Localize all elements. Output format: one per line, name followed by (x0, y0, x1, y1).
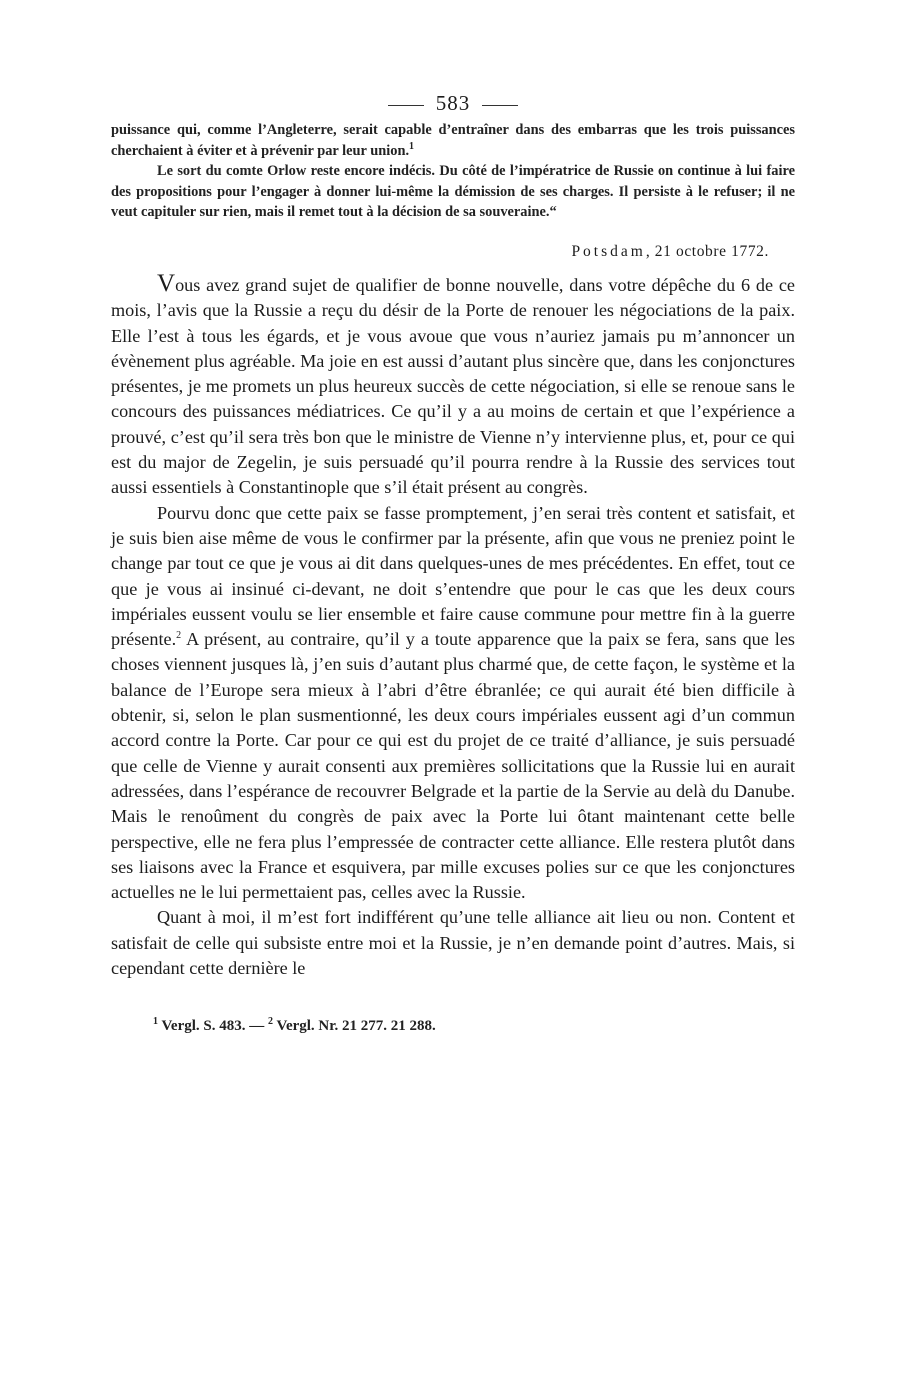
header-left-rule (388, 105, 424, 106)
preceding-paragraph-2: Le sort du comte Orlow reste encore indécis. Du côté de l’impératrice de Russie on continue à lui faire des propositions pour l’engager à donner lui-même la démission de ses charges. Il persiste à le refuser; il ne veut capituler sur rien, mais il remet tout à la décision de sa souveraine.“ (111, 163, 795, 221)
letter-paragraph-2-text-a: Pourvu donc que cette paix se fasse promptement, j’en serai très content et satisfait, et je suis bien aise même de vous le confirmer par la présente, afin que vous ne preniez point le change par tout ce que je vous ai dit dans quelques-unes de mes précédentes. En effet, tout ce que je vous ai insinué ci-devant, ne doit s’entendre que pour le cas que les deux cours impériales eussent voulu se lier ensemble et faire cause commune pour mettre fin à la guerre présente. (111, 502, 795, 650)
footnotes (111, 1015, 795, 1037)
preceding-paragraph-1-text: puissance qui, comme l’Angleterre, serait capable d’entraîner dans des embarras que les trois puissances cherchaient à éviter et à prévenir par leur union. (111, 122, 795, 159)
footnote-1-text: Vergl. S. 483. — (158, 1018, 269, 1035)
letter-paragraph-2-text-b: A présent, au contraire, qu’il y a toute apparence que la paix se fera, sans que les choses viennent jusques là, j’en suis d’autant plus charmé que, de cette façon, le système et la balance de l’Europe sera mieux à l’abri d’être ébranlée; ce qui aurait été bien difficile à obtenir, si, selon le plan susmentionné, les deux cours impériales eussent agi d’un commun accord contre la Porte. Car pour ce qui est du projet de ce traité d’alliance, je suis persuadé que celle de Vienne y aurait consenti aux premières sollicitations que la Russie lui en aurait adressées, dans l’espérance de recouvrer Belgrade et la partie de la Servie au delà du Danube. Mais le renoûment du congrès de paix avec la Porte lui ôtant maintenant cette belle perspective, elle ne fera plus l’empressée de contracter cette alliance. Elle restera plutôt dans ses liaisons avec la France et esquivera, par mille excuses polies sur ce que les conjonctures actuelles ne le lui permettaient pas, celles avec la Russie. (111, 629, 795, 903)
page-number: 583 (435, 91, 471, 115)
footnote-ref-2: 2 (176, 630, 182, 642)
header-right-rule (482, 105, 518, 106)
preceding-letter-text (111, 120, 795, 223)
dateline-place: Potsdam (571, 242, 646, 260)
page-header (111, 86, 795, 120)
footnote-2-text: Vergl. Nr. 21 277. 21 288. (273, 1018, 436, 1035)
letter-paragraph-2 (111, 501, 795, 906)
letter-paragraph-1-text: ous avez grand sujet de qualifier de bonne nouvelle, dans votre dépêche du 6 de ce mois, l’avis que la Russie a reçu du désir de la Porte de renouer les négociations de la paix. Elle l’est à tous les égards, et je vous avoue que vous n’auriez jamais pu m’annoncer un évènement plus agréable. Ma joie en est aussi d’autant plus sincère que, dans les conjonctures présentes, je me promets un plus heureux succès de cette négociation, si elle se renoue sans le concours des puissances médiatrices. Ce qu’il y a au moins de certain et que l’expérience a prouvé, c’est qu’il sera très bon que le ministre de Vienne n’y intervienne plus, et, pour ce qui est du major de Zegelin, je suis persuadé qu’il pourra rendre à la Russie des services tout aussi essentiels à Constantinople que s’il était présent au congrès. (111, 274, 795, 498)
dateline (111, 241, 795, 263)
footnote-mark-2: 2 (268, 1016, 274, 1028)
letter-paragraph-3: Quant à moi, il m’est fort indifférent qu’une telle alliance ait lieu ou non. Content et satisfait de celle qui subsiste entre moi et la Russie, je n’en demande point d’autres. Mais, si cependant cette dernière le (111, 907, 795, 978)
preceding-paragraph-1 (111, 120, 795, 161)
letter-body (111, 269, 795, 981)
page-content (111, 86, 795, 1037)
letter-paragraph-1 (111, 269, 795, 501)
initial-letter: V (157, 269, 176, 297)
footnote-mark-1: 1 (153, 1016, 158, 1028)
footnote-ref-1: 1 (409, 140, 415, 152)
dateline-date: , 21 octobre 1772. (645, 242, 769, 260)
